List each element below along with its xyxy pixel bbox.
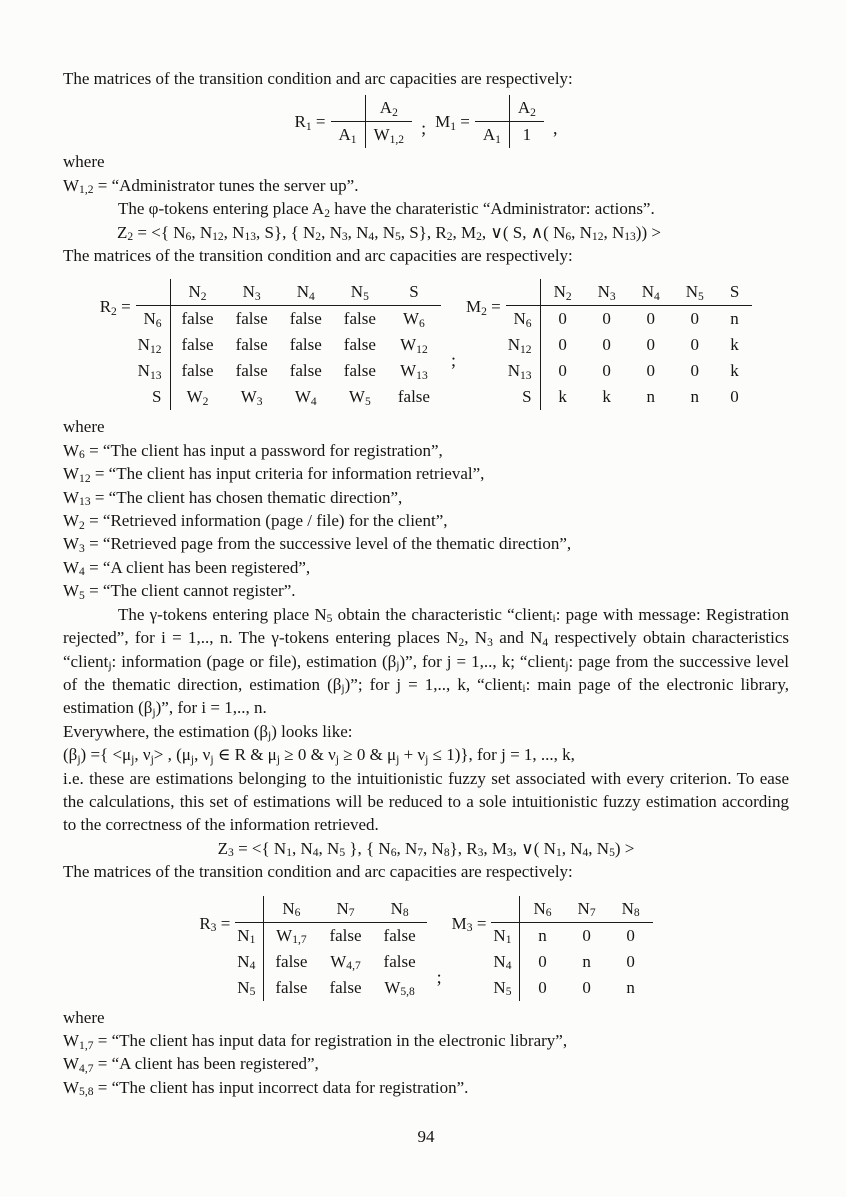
- matrix-row-header: $N_{12}$: [506, 332, 540, 358]
- matrix-cell: 0: [538, 977, 547, 997]
- matrix-m1-label: $M_1$ =: [435, 112, 470, 133]
- w4-definition: $W_4$ = “A client has been registered”,: [63, 557, 311, 579]
- w5-definition: $W_5$ = “The client cannot register”.: [63, 581, 296, 602]
- matrix-column-header: $N_5$: [673, 279, 717, 306]
- matrix-corner: [506, 279, 540, 306]
- matrix-cell: false: [329, 977, 362, 997]
- matrix-corner: [475, 95, 510, 122]
- w2-definition: $W_2$ = “Retrieved information (page / file) for the client”,: [63, 511, 448, 532]
- formula-separator-semicolon: ;: [421, 117, 427, 138]
- matrix-cell: n: [690, 387, 700, 407]
- matrix-cell: 0: [538, 951, 547, 971]
- matrix-cell: n: [626, 977, 635, 997]
- matrix-separator-semicolon: ;: [450, 350, 456, 371]
- matrix-r2: [100, 279, 441, 410]
- matrix-row-header: $N_6$: [506, 306, 540, 333]
- where-label-3: where: [63, 1007, 105, 1027]
- z2-definition: $Z_2$ = <{ $N_6$, $N_{12}$, $N_{13}$, S}, { $N_2$, $N_3$, $N_4$, $N_5$, S}, $R_2$, $M_2$, ∨( S, ∧( $N_6$, $N_{12}$, $N_{13}$)) >: [117, 222, 661, 244]
- matrix-column-header: $N_8$: [373, 896, 427, 923]
- matrix-cell: false: [181, 335, 214, 355]
- matrix-cell: false: [343, 309, 376, 329]
- matrix-cell: n: [538, 925, 547, 945]
- matrix-cell: $W_{1,2}$: [373, 125, 405, 146]
- paragraph-matrices-intro-3: The matrices of the transition condition and arc capacities are respectively:: [63, 862, 573, 882]
- matrix-cell: 0: [690, 309, 700, 329]
- matrix-column-header: $N_6$: [264, 896, 319, 923]
- w17-definition: $W_{1,7}$ = “The client has input data for registration in the electronic library”,: [63, 1030, 568, 1052]
- matrix-m2-label: $M_2$ =: [465, 297, 501, 318]
- matrix-row-header: S: [506, 384, 540, 410]
- matrix-corner: [491, 896, 520, 923]
- matrix-cell: false: [289, 335, 322, 355]
- matrix-cell: false: [383, 951, 416, 971]
- w47-definition: $W_{4,7}$ = “A client has been registered”,: [63, 1054, 319, 1075]
- formula-trailing-comma: ,: [552, 117, 558, 138]
- matrix-cell: $W_{1,7}$: [276, 925, 307, 947]
- matrix-corner: [235, 896, 264, 923]
- where-label-1: where: [63, 152, 105, 172]
- matrix-column-header: $N_5$: [333, 279, 387, 306]
- w6-definition: $W_6$ = “The client has input a password for registration”,: [63, 440, 443, 462]
- index-matrix-table: [491, 896, 652, 1001]
- matrix-cell: $W_{12}$: [400, 335, 428, 356]
- matrix-corner: [136, 279, 170, 306]
- matrix-column-header: $N_3$: [225, 279, 279, 306]
- matrix-m3-label: $M_3$ =: [451, 913, 487, 935]
- matrices-r2-m2: [63, 279, 789, 410]
- matrix-cell: false: [275, 951, 308, 971]
- matrix-row-header: $N_5$: [235, 975, 264, 1001]
- matrix-r2-label: $R_2$ =: [99, 297, 131, 318]
- matrix-row-header: $N_1$: [235, 922, 264, 949]
- matrix-column-header: $N_7$: [565, 896, 609, 923]
- paragraph-matrices-intro-2: The matrices of the transition condition and arc capacities are respectively:: [63, 246, 573, 266]
- matrix-column-header: $N_4$: [629, 279, 673, 306]
- z3-definition: $Z_3$ = <{ $N_1$, $N_4$, $N_5$ }, { $N_6$, $N_7$, $N_8$}, $R_3$, $M_3$, ∨( $N_1$, $N_4$, $N_5$) >: [217, 838, 635, 860]
- matrix-cell: false: [235, 335, 268, 355]
- matrix-cell: 0: [582, 925, 591, 945]
- matrix-cell: 0: [558, 335, 567, 355]
- matrix-cell: false: [235, 361, 268, 381]
- matrix-cell: $W_{5,8}$: [384, 977, 415, 999]
- index-matrix-table: [235, 896, 426, 1001]
- matrix-r1-label: $R_1$ =: [294, 112, 326, 133]
- matrix-m1: [435, 95, 544, 148]
- matrix-cell: n: [730, 309, 739, 329]
- matrix-r3-label: $R_3$ =: [199, 913, 231, 935]
- matrix-separator-semicolon-2: ;: [436, 966, 442, 987]
- matrix-row-header: $N_4$: [491, 949, 520, 975]
- matrix-m3: [452, 896, 653, 1001]
- matrix-row-header: $A_1$: [331, 122, 366, 149]
- matrix-cell: 0: [690, 361, 700, 381]
- index-matrix-table: [506, 279, 753, 410]
- matrix-cell: false: [343, 335, 376, 355]
- matrix-cell: k: [558, 387, 567, 407]
- matrix-column-header: S: [387, 279, 441, 306]
- matrix-cell: 0: [558, 309, 567, 329]
- matrix-cell: 0: [626, 951, 635, 971]
- matrix-column-header: S: [717, 279, 752, 306]
- matrix-m2-table: [506, 279, 753, 410]
- matrix-cell: n: [646, 387, 655, 407]
- where-label-2: where: [63, 417, 105, 437]
- matrix-cell: 0: [646, 335, 655, 355]
- phi-tokens-line: The φ-tokens entering place $A_2$ have the charateristic “Administrator: actions”.: [118, 199, 655, 220]
- matrix-cell: 0: [646, 361, 655, 381]
- matrix-row-header: $A_1$: [475, 122, 510, 149]
- matrix-row-header: S: [136, 384, 170, 410]
- matrix-cell: 0: [582, 977, 591, 997]
- matrix-cell: 0: [602, 335, 611, 355]
- matrix-cell: 0: [690, 335, 700, 355]
- matrix-cell: $W_3$: [240, 387, 263, 408]
- matrix-r1-table: [331, 95, 413, 148]
- matrix-row-header: $N_{13}$: [506, 358, 540, 384]
- matrix-row-header: $N_{13}$: [136, 358, 170, 384]
- matrix-cell: $W_6$: [403, 309, 425, 330]
- matrix-cell: false: [397, 387, 430, 407]
- matrix-row-header: $N_{12}$: [136, 332, 170, 358]
- matrix-column-header: $N_2$: [540, 279, 585, 306]
- matrix-column-header: $N_8$: [609, 896, 653, 923]
- index-matrix-table: [475, 95, 544, 148]
- w13-definition: $W_{13}$ = “The client has chosen thematic direction”,: [63, 487, 403, 509]
- matrix-cell: $W_{13}$: [400, 361, 428, 382]
- matrix-cell: 1: [522, 125, 532, 145]
- matrix-corner: [331, 95, 366, 122]
- matrix-cell: false: [343, 361, 376, 381]
- formula-r1-m1: [63, 95, 789, 148]
- index-matrix-table: [136, 279, 441, 410]
- matrix-m3-table: [491, 896, 652, 1001]
- matrix-cell: false: [329, 925, 362, 945]
- everywhere-line: Everywhere, the estimation $(\beta_j)$ looks like:: [63, 721, 353, 743]
- matrix-cell: false: [275, 977, 308, 997]
- matrix-column-header: $A_2$: [509, 95, 544, 122]
- matrix-cell: false: [235, 309, 268, 329]
- matrix-cell: false: [289, 309, 322, 329]
- matrix-cell: 0: [626, 925, 635, 945]
- matrix-cell: k: [730, 361, 739, 381]
- matrix-r3-table: [235, 896, 426, 1001]
- matrix-m2: [466, 279, 752, 410]
- w12-definition: $W_{1,2}$ = “Administrator tunes the server up”.: [63, 175, 359, 197]
- beta-estimation-formula: $(\beta_j)$ ={ $<\mu_j$, $\nu_j>$ , ($\mu_j$, $\nu_j$ ∈ R & $\mu_j \ge 0$ & $\nu_j \ge 0$ & $\mu_j + \nu_j \le 1$)}, for j = 1, ..., k,: [63, 745, 575, 766]
- w3-definition: $W_3$ = “Retrieved page from the successive level of the thematic direction”,: [63, 534, 572, 555]
- paragraph-matrices-intro-1: The matrices of the transition condition and arc capacities are respectively:: [63, 69, 573, 88]
- matrix-column-header: $N_3$: [585, 279, 629, 306]
- ie-paragraph: i.e. these are estimations belonging to the intuitionistic fuzzy set associated with every criterion. To ease the calculations, this set of estimations will be reduced to a sole intuitionistic fuzzy estimation according to the correctness of the information retrieved.: [63, 768, 789, 835]
- matrix-cell: false: [181, 309, 214, 329]
- matrix-column-header: $N_4$: [279, 279, 333, 306]
- matrix-cell: $W_2$: [186, 387, 209, 408]
- matrix-cell: 0: [602, 309, 611, 329]
- matrix-m1-table: [475, 95, 544, 148]
- matrix-cell: 0: [646, 309, 655, 329]
- matrix-row-header: $N_5$: [491, 975, 520, 1001]
- matrix-r1: [295, 95, 413, 148]
- index-matrix-table: [331, 95, 413, 148]
- matrix-column-header: $N_2$: [170, 279, 225, 306]
- matrix-cell: $W_{4,7}$: [330, 951, 361, 973]
- matrix-column-header: $N_6$: [520, 896, 565, 923]
- page-number: 94: [417, 1127, 435, 1147]
- matrix-cell: 0: [730, 387, 739, 407]
- w-definitions-block-3: [63, 1029, 789, 1099]
- w12b-definition: $W_{12}$ = “The client has input criteria for information retrieval”,: [63, 464, 485, 485]
- matrix-r2-table: [136, 279, 441, 410]
- matrix-column-header: $N_7$: [318, 896, 372, 923]
- matrix-cell: n: [582, 951, 591, 971]
- w58-definition: $W_{5,8}$ = “The client has input incorrect data for registration”.: [63, 1077, 469, 1099]
- gamma-tokens-paragraph: The γ-tokens entering place $N_5$ obtain the characteristic “client$_i$: page with message: Registration rejected”, for i = 1,.., n. The γ-tokens entering places $N_2$, $N_3$ and $N_4$ respectively obtain characteristics “client$_j$: information (page or file), estimation $(\beta_j)$”, for j = 1,.., k; “client$_j$: page from the successive level of the thematic direction, estimation $(\beta_j)$”; for j = 1,.., k, “client$_i$: main page of the electronic library, estimation $(\beta_j)$”, for i = 1,.., n.: [63, 604, 790, 719]
- matrix-cell: k: [730, 335, 739, 355]
- matrix-cell: false: [383, 925, 416, 945]
- matrix-r3: [199, 896, 426, 1001]
- matrix-cell: false: [289, 361, 322, 381]
- w-definitions-block-2: [63, 439, 789, 603]
- matrix-cell: 0: [602, 361, 611, 381]
- matrices-r3-m3: [63, 896, 789, 1001]
- matrix-cell: k: [602, 387, 611, 407]
- matrix-cell: 0: [558, 361, 567, 381]
- matrix-row-header: $N_1$: [491, 922, 520, 949]
- matrix-cell: $W_4$: [294, 387, 317, 408]
- matrix-column-header: $A_2$: [365, 95, 412, 122]
- matrix-cell: false: [181, 361, 214, 381]
- matrix-cell: $W_5$: [348, 387, 371, 408]
- matrix-row-header: $N_4$: [235, 949, 264, 975]
- matrix-row-header: $N_6$: [136, 306, 170, 333]
